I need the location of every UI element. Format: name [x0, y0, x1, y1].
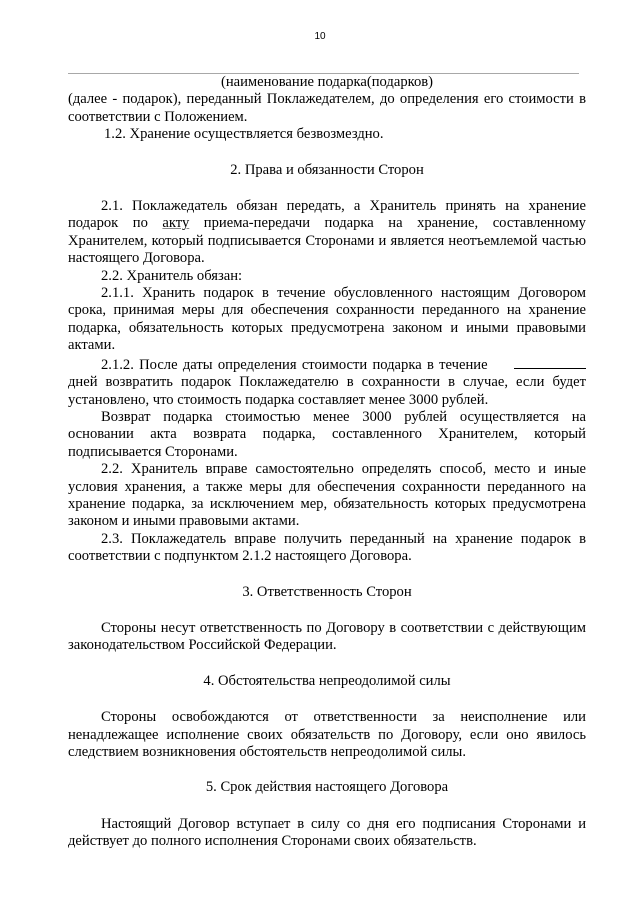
days-blank-field: [514, 357, 586, 369]
section-4-text: Стороны освобождаются от ответственности за неисполнение или ненадлежащее исполнение своих обязательств по Договору, если оно явилось следствием возникновения обстоятельств непреодолимой силы.: [68, 709, 586, 760]
clause-2-1: [68, 198, 586, 268]
clause-2-1-2: [68, 357, 586, 409]
clause-2-1-text-start: 2.1. Поклажедатель обязан передать, а Хранитель принять на хранение подарок по: [68, 198, 586, 232]
section-5-text: Настоящий Договор вступает в силу со дня его подписания Сторонами и действует до полного исполнения Сторонами своих обязательств.: [68, 815, 586, 850]
section-4-title: 4. Обстоятельства непреодолимой силы: [203, 672, 451, 689]
section-3-title: 3. Ответственность Сторон: [242, 583, 412, 600]
act-link[interactable]: акту: [162, 215, 190, 232]
section-3-text: Стороны несут ответственность по Договору в соответствии с действующим законодательством Российской Федерации.: [68, 619, 586, 654]
clause-1-2: 1.2. Хранение осуществляется безвозмездно.: [104, 126, 384, 143]
gift-description: (далее - подарок), переданный Поклажедателем, до определения его стоимости в соответствии с Положением.: [68, 91, 586, 125]
clause-2-1-2-text-start: 2.1.2. После даты определения стоимости подарка в течение: [101, 356, 488, 373]
clause-2-2-rights: 2.2. Хранитель вправе самостоятельно определять способ, место и иные условия хранения, а также меры для обеспечения сохранности переданного на хранение подарка, за исключением мер, обязательность которых предусмотрена законом и иными правовыми актами.: [68, 461, 586, 530]
section-5-title: 5. Срок действия настоящего Договора: [205, 779, 449, 796]
clause-2-1-2-text-end: дней возвратить подарок Поклажедателю в сохранности в случае, если будет установлено, что стоимость подарка составляет менее 3000 рублей.: [68, 374, 586, 408]
gift-name-caption: (наименование подарка(подарков): [220, 74, 434, 90]
clause-2-3: 2.3. Поклажедатель вправе получить переданный на хранение подарок в соответствии с подпунктом 2.1.2 настоящего Договора.: [68, 530, 586, 565]
return-clause: Возврат подарка стоимостью менее 3000 рублей осуществляется на основании акта возврата подарка, составленного Хранителем, который подписывается Сторонами.: [68, 408, 586, 460]
clause-2-1-text-end: приема-передачи подарка на хранение, составленному Хранителем, который подписывается Сторонами и является неотъемлемой частью настоящего Договора.: [68, 215, 586, 267]
section-2-title: 2. Права и обязанности Сторон: [230, 161, 424, 178]
clause-2-2: 2.2. Хранитель обязан:: [101, 267, 243, 284]
document-body: [68, 74, 586, 851]
page-number: 10: [314, 31, 326, 42]
clause-2-1-1: 2.1.1. Хранить подарок в течение обусловленного настоящим Договором срока, принимая меры для обеспечения сохранности переданного на хранение подарка, обязательность которых предусмотрена законом и иными правовыми актами.: [68, 285, 586, 354]
